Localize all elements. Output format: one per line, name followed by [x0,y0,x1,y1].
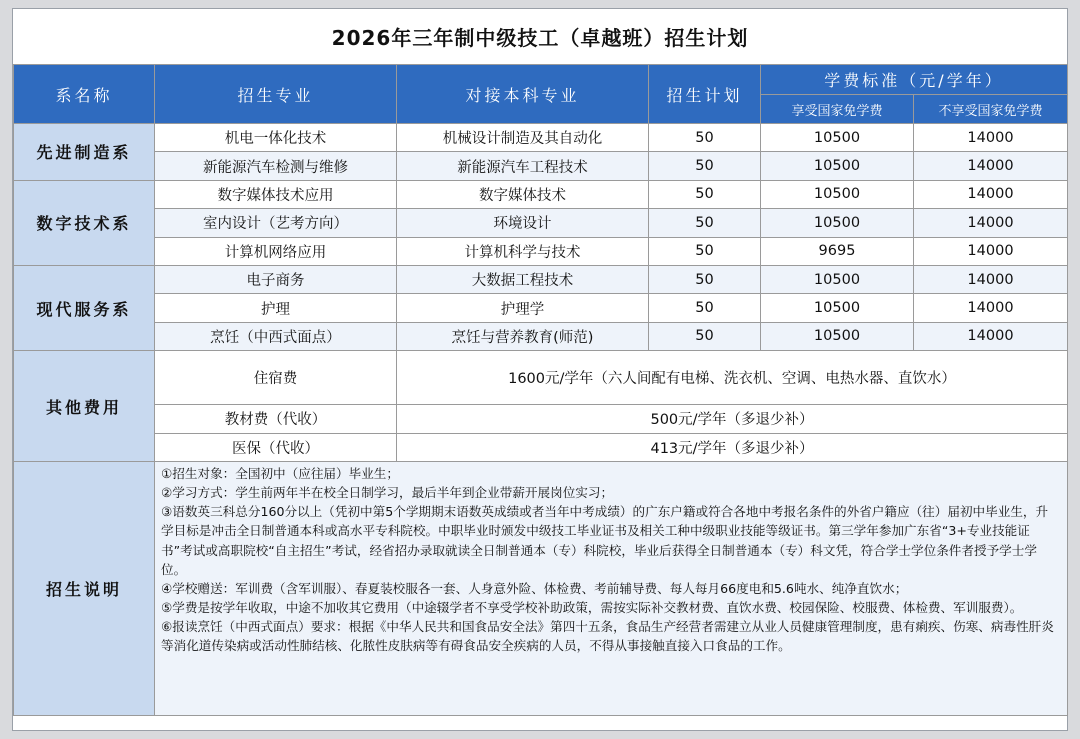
table-row [14,294,1068,322]
cell-fee-free: 10500 [761,265,914,293]
cell-fee-nonfree: 14000 [914,124,1068,152]
cell-plan: 50 [649,180,761,208]
cell-fee-nonfree: 14000 [914,152,1068,180]
fee-row [14,351,1068,405]
cell-fee-free: 10500 [761,209,914,237]
page-title: 2026年三年制中级技工（卓越班）招生计划 [13,9,1067,65]
table-row [14,322,1068,350]
fee-value: 413元/学年（多退少补） [397,433,1068,462]
notes-label: 招生说明 [14,462,155,716]
cell-fee-free: 10500 [761,294,914,322]
note-item: ⑥报读烹饪（中西式面点）要求：根据《中华人民共和国食品安全法》第四十五条，食品生产经营者需建立从业人员健康管理制度，患有痢疾、伤寒、病毒性肝炎等消化道传染病或活动性肺结核、化脓性皮肤病等有碍食品安全疾病的人员，不得从事接触直接入口食品的工作。 [161,618,1054,653]
department-name: 数字技术系 [14,180,155,265]
cell-major: 计算机网络应用 [155,237,397,265]
cell-fee-nonfree: 14000 [914,237,1068,265]
cell-major: 机电一体化技术 [155,124,397,152]
cell-bachelor: 机械设计制造及其自动化 [397,124,649,152]
header-bachelor: 对接本科专业 [397,65,649,124]
cell-plan: 50 [649,322,761,350]
cell-plan: 50 [649,124,761,152]
cell-fee-nonfree: 14000 [914,209,1068,237]
cell-fee-nonfree: 14000 [914,265,1068,293]
cell-bachelor: 护理学 [397,294,649,322]
note-item: ②学习方式：学生前两年半在校全日制学习，最后半年到企业带薪开展岗位实习； [161,485,614,501]
notes-row [14,462,1068,716]
enrollment-table [13,64,1068,716]
note-item: ①招生对象：全国初中（应往届）毕业生； [161,466,399,482]
fee-row [14,405,1068,434]
fee-name: 教材费（代收） [155,405,397,434]
cell-fee-nonfree: 14000 [914,322,1068,350]
table-row [14,124,1068,152]
cell-bachelor: 大数据工程技术 [397,265,649,293]
enrollment-plan-document [12,8,1068,731]
cell-plan: 50 [649,209,761,237]
header-fee: 学费标准（元/学年） [761,65,1068,95]
cell-fee-free: 10500 [761,180,914,208]
cell-fee-free: 10500 [761,124,914,152]
header-fee-free: 享受国家免学费 [761,95,914,124]
cell-major: 护理 [155,294,397,322]
note-item: ⑤学费是按学年收取，中途不加收其它费用（中途辍学者不享受学校补助政策，需按实际补交教材费、直饮水费、校园保险、校服费、体检费、军训服费）。 [161,599,1023,615]
fee-value: 500元/学年（多退少补） [397,405,1068,434]
table-row [14,180,1068,208]
cell-fee-nonfree: 14000 [914,294,1068,322]
cell-major: 数字媒体技术应用 [155,180,397,208]
note-item: ③语数英三科总分160分以上（凭初中第5个学期期末语数英成绩或者当年中考成绩）的广东户籍或符合各地中考报名条件的外省户籍应（往）届初中毕业生，升学目标是冲击全日制普通本科或高水平专科院校。中职毕业时颁发中级技工毕业证书及相关工种中级职业技能等级证书。第三学年参加广东省“3+专业技能证书”考试或高职院校“自主招生”考试，经省招办录取就读全日制普通本（专）科院校，毕业后获得全日制普通本（专）科文凭，符合学士学位条件者授予学士学位。 [161,504,1049,577]
cell-plan: 50 [649,152,761,180]
table-row [14,265,1068,293]
header-fee-nonfree: 不享受国家免学费 [914,95,1068,124]
cell-bachelor: 新能源汽车工程技术 [397,152,649,180]
cell-major: 新能源汽车检测与维修 [155,152,397,180]
cell-major: 电子商务 [155,265,397,293]
fee-name: 住宿费 [155,351,397,405]
cell-plan: 50 [649,265,761,293]
cell-major: 烹饪（中西式面点） [155,322,397,350]
cell-bachelor: 数字媒体技术 [397,180,649,208]
cell-bachelor: 计算机科学与技术 [397,237,649,265]
cell-major: 室内设计（艺考方向） [155,209,397,237]
header-major: 招生专业 [155,65,397,124]
table-row [14,237,1068,265]
cell-bachelor: 烹饪与营养教育(师范) [397,322,649,350]
cell-fee-free: 10500 [761,152,914,180]
notes-text [155,462,1067,657]
notes-content [155,462,1068,716]
department-name: 现代服务系 [14,265,155,350]
fee-name: 医保（代收） [155,433,397,462]
fee-value: 1600元/学年（六人间配有电梯、洗衣机、空调、电热水器、直饮水） [397,351,1068,405]
cell-plan: 50 [649,237,761,265]
note-item: ④学校赠送：军训费（含军训服）、春夏装校服各一套、人身意外险、体检费、考前辅导费、每人每月66度电和5.6吨水、纯净直饮水； [161,580,908,596]
cell-plan: 50 [649,294,761,322]
cell-bachelor: 环境设计 [397,209,649,237]
header-department: 系名称 [14,65,155,124]
cell-fee-nonfree: 14000 [914,180,1068,208]
department-name: 先进制造系 [14,124,155,181]
other-fees-label: 其他费用 [14,351,155,462]
cell-fee-free: 10500 [761,322,914,350]
cell-fee-free: 9695 [761,237,914,265]
header-plan: 招生计划 [649,65,761,124]
fee-row [14,433,1068,462]
table-row [14,152,1068,180]
table-row [14,209,1068,237]
